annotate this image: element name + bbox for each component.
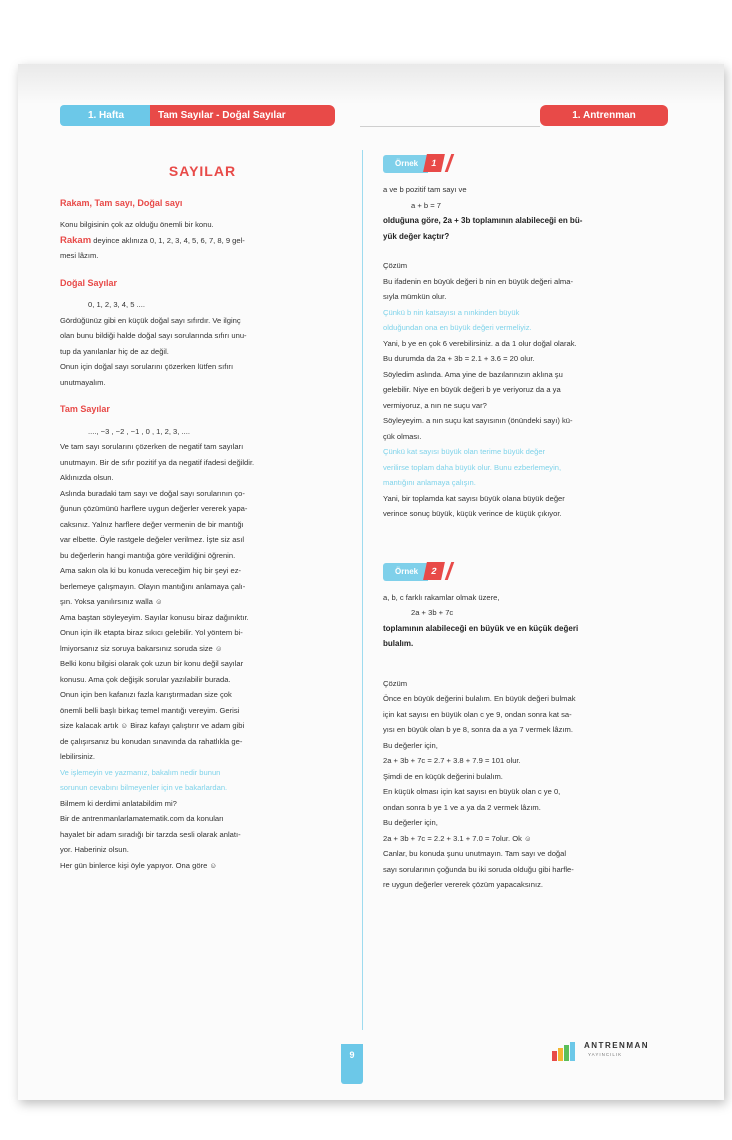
publisher-logo (552, 1040, 672, 1062)
question-text: a ve b pozitif tam sayı ve (383, 185, 467, 194)
text-line: yısı en büyük olan b ye 8, sonra da a ya 7 vermek lâzım. (383, 725, 573, 734)
text-line: Önce en büyük değerini bulalım. En büyük değeri bulmak (383, 694, 576, 703)
text-line: Yani, b ye en çok 6 verebilirsiniz. a da 1 olur doğal olarak. (383, 338, 577, 348)
text-line: çük olması. (383, 431, 422, 441)
logo-bars-icon (552, 1042, 576, 1061)
week-header: 1. Hafta (60, 105, 152, 126)
section-title-digits: Rakam, Tam sayı, Doğal sayı (60, 197, 183, 208)
logo-bar (558, 1048, 563, 1061)
text-line: Bir de antrenmanlarlamatematik.com da konuları (60, 814, 224, 823)
text-line: Bu değerler için, (383, 818, 438, 827)
training-header: 1. Antrenman (540, 105, 668, 126)
text-line: de çalışırsanız bu konudan sınavında da rahatlıkla ge- (60, 736, 243, 746)
example-label: Örnek (383, 155, 428, 173)
text-line: En küçük olması için kat sayısı en büyük olan c ye 0, (383, 787, 561, 796)
text-line: re uygun değerler vererek çözüm yapacaksınız. (383, 880, 543, 889)
example-badge-1 (383, 154, 673, 172)
text-line: sıyla mümkün olur. (383, 292, 447, 301)
text-line: Onun için ilk etapta biraz sıkıcı gelebilir. Yol yöntem bi- (60, 628, 243, 637)
text-line: lebilirsiniz. (60, 752, 96, 761)
logo-bar (570, 1042, 575, 1061)
text-line: var elbette. Öyle rastgele değeler verilmez. İşte siz asıl (60, 535, 245, 544)
text-line: hayalet bir adam sıradığı bir tarzda sesli olarak anlatı- (60, 829, 241, 839)
page-top-shade (18, 64, 724, 104)
paragraph-text: deyince aklınıza 0, 1, 2, 3, 4, 5, 6, 7, 8, 9 gel- (91, 235, 245, 245)
question-equation: a + b = 7 (411, 200, 441, 210)
text-line: konusu. Ama çok değişik sorular yazılabilir burada. (60, 674, 231, 684)
text-line: ondan sonra b ye 1 ve a ya da 2 vermek lâzım. (383, 802, 541, 812)
example-badge-2 (383, 562, 673, 580)
text-line: önemli belli başlı birkaç temel mantığı vereyim. Gerisi (60, 705, 240, 715)
text-line: unutmayalım. (60, 377, 106, 387)
text-line: Ama sakın ola ki bu konuda vereceğim hiç bir şeyi ez- (60, 566, 242, 575)
header-rule (360, 126, 540, 127)
text-line: vermiyoruz, a nın ne suçu var? (383, 400, 487, 410)
section-title-integers: Tam Sayılar (60, 404, 110, 414)
text-line: Onun için ben kafanızı fazla karıştırmadan size çok (60, 690, 232, 699)
question-equation: 2a + 3b + 7c (411, 608, 454, 617)
text-line: 2a + 3b + 7c = 2.7 + 3.8 + 7.9 = 101 olur. (383, 756, 521, 765)
solution-label: Çözüm (383, 261, 408, 270)
badge-slash (445, 154, 455, 172)
badge-slash (445, 562, 455, 580)
text-line: Belki konu bilgisi olarak çok uzun bir konu değil sayılar (60, 659, 244, 668)
text-line: Söyledim aslında. Ama yine de bazılarınızın aklına şu (383, 369, 563, 379)
right-column (383, 150, 673, 893)
integer-text (60, 439, 345, 873)
text-line: ğunun çözümünü harflere uygun değerler vererek yapa- (60, 504, 248, 513)
text-line: Ve tam sayı sorularını çözerken de negatif tam sayıları (60, 442, 244, 451)
question-prompt: bulalım. (383, 639, 414, 648)
highlight-line: Çünkü kat sayısı büyük olan terime büyük değer (383, 447, 546, 456)
text-line: tup da yanılanlar hiç de az değil. (60, 346, 169, 356)
section-title-natural: Doğal Sayılar (60, 277, 118, 288)
topic-header: Tam Sayılar - Doğal Sayılar (150, 105, 335, 126)
text-line: Ama baştan söyleyeyim. Sayılar konusu biraz dağınıktır. (60, 612, 249, 622)
term-rakam: Rakam (60, 234, 92, 246)
text-line: Onun için doğal sayı sorularını çözerken lütfen sıfırı (60, 362, 234, 371)
highlight-line: verilirse toplam daha büyük olur. Bunu ezberlemeyin, (383, 462, 562, 472)
text-line: Bu durumda da 2a + 3b = 2.1 + 3.6 = 20 olur. (383, 354, 535, 363)
paragraph: mesi lâzım. (60, 251, 99, 260)
text-line: Bilmem ki derdimi anlatabildim mi? (60, 798, 177, 808)
page-number: 9 (341, 1044, 363, 1084)
text-line: 2a + 3b + 7c = 2.2 + 3.1 + 7.0 = 7olur. Ok ☺ (383, 833, 532, 843)
text-line: için kat sayısı en büyük olan c ye 9, ondan sonra kat sa- (383, 709, 572, 719)
text-line: lmiyorsanız siz soruya bakarsınız soruda size ☺ (60, 643, 223, 653)
question-prompt: yük değer kaçtır? (383, 231, 450, 241)
solution-label: Çözüm (383, 678, 408, 688)
text-line: Bu ifadenin en büyük değeri b nin en büyük değeri alma- (383, 276, 573, 286)
text-line: gelebilir. Niye en büyük değeri b ye veriyoruz da a ya (383, 385, 561, 394)
question-prompt: toplamının alabileceği en büyük ve en küçük değeri (383, 623, 579, 633)
example-number: 2 (423, 562, 445, 580)
text-line: Aslında buradaki tam sayı ve doğal sayı sorularının ço- (60, 488, 245, 498)
text-line: Bu değerler için, (383, 740, 438, 750)
text-line: verince sonuç büyük, küçük verince de küçük çıkıyor. (383, 509, 562, 518)
text-line: bu değerlerin hangi mantığa göre verildiğini öğrenin. (60, 550, 236, 560)
text-line: sayı sorularının çoğunda bu iki soruda olduğu gibi harfle- (383, 864, 574, 874)
page-title: SAYILAR (168, 163, 237, 179)
text-line: yor. Haberiniz olsun. (60, 845, 129, 854)
logo-name: ANTRENMAN (584, 1041, 650, 1050)
question-prompt: olduğuna göre, 2a + 3b toplamının alabileceği en bü- (383, 216, 583, 225)
logo-subtitle: YAYINCILIK (588, 1052, 623, 1057)
text-line: Aklınızda olsun. (60, 473, 114, 482)
text-line: Gördüğünüz gibi en küçük doğal sayı sıfırdır. Ve ilginç (60, 315, 241, 325)
paragraph: Konu bilgisinin çok az olduğu önemli bir konu. (60, 220, 214, 229)
text-line: Söyleyeyim. a nın suçu kat sayısının (önündeki sayı) kü- (383, 416, 573, 425)
text-line: Canlar, bu konuda şunu unutmayın. Tam sayı ve doğal (383, 849, 567, 858)
highlight-line: Çünkü b nin katsayısı a nınkinden büyük (383, 307, 520, 317)
highlight-line: olduğundan ona en büyük değeri vermeliyiz. (383, 323, 532, 332)
highlight-line: sorunun cevabını bilmeyenler için ve bakarlardan. (60, 783, 228, 792)
paragraph (60, 233, 345, 249)
text-line: olan bunu bildiği halde doğal sayı sorularında sıfırı unu- (60, 331, 247, 340)
natural-text (60, 313, 345, 391)
natural-sequence: 0, 1, 2, 3, 4, 5 .... (88, 300, 145, 309)
logo-bar (552, 1051, 557, 1061)
text-line: caksınız. Yalnız harflere değer vermenin de bir mantığı (60, 519, 244, 529)
left-column (60, 160, 345, 873)
highlight-line: mantığını anlamaya çalışın. (383, 478, 476, 487)
text-line: Yani, bir toplamda kat sayısı büyük olana büyük değer (383, 493, 565, 503)
text-line: Şimdi de en küçük değerini bulalım. (383, 771, 503, 781)
text-line: şın. Yoksa yanılırsınız walla ☺ (60, 597, 163, 606)
logo-bar (564, 1045, 569, 1061)
text-line: berlemeye çalışmayın. Olayın mantığını anlamaya çalı- (60, 581, 246, 591)
text-line: Her gün binlerce kişi öyle yapıyor. Ona göre ☺ (60, 860, 218, 870)
example-number: 1 (423, 154, 445, 172)
text-line: size kalacak artık ☺ Biraz kafayı çalıştırır ve adam gibi (60, 721, 245, 730)
question-text: a, b, c farklı rakamlar olmak üzere, (383, 592, 500, 602)
column-divider (362, 150, 363, 1030)
text-line: unutmayın. Bir de sıfır pozitif ya da negatif ifadesi değildir. (60, 457, 255, 467)
example-label: Örnek (383, 563, 428, 581)
integer-sequence: ...., −3 , −2 , −1 , 0 , 1, 2, 3, .... (88, 426, 190, 436)
highlight-line: Ve işlemeyin ve yazmanız, bakalım nedir bunun (60, 767, 221, 777)
